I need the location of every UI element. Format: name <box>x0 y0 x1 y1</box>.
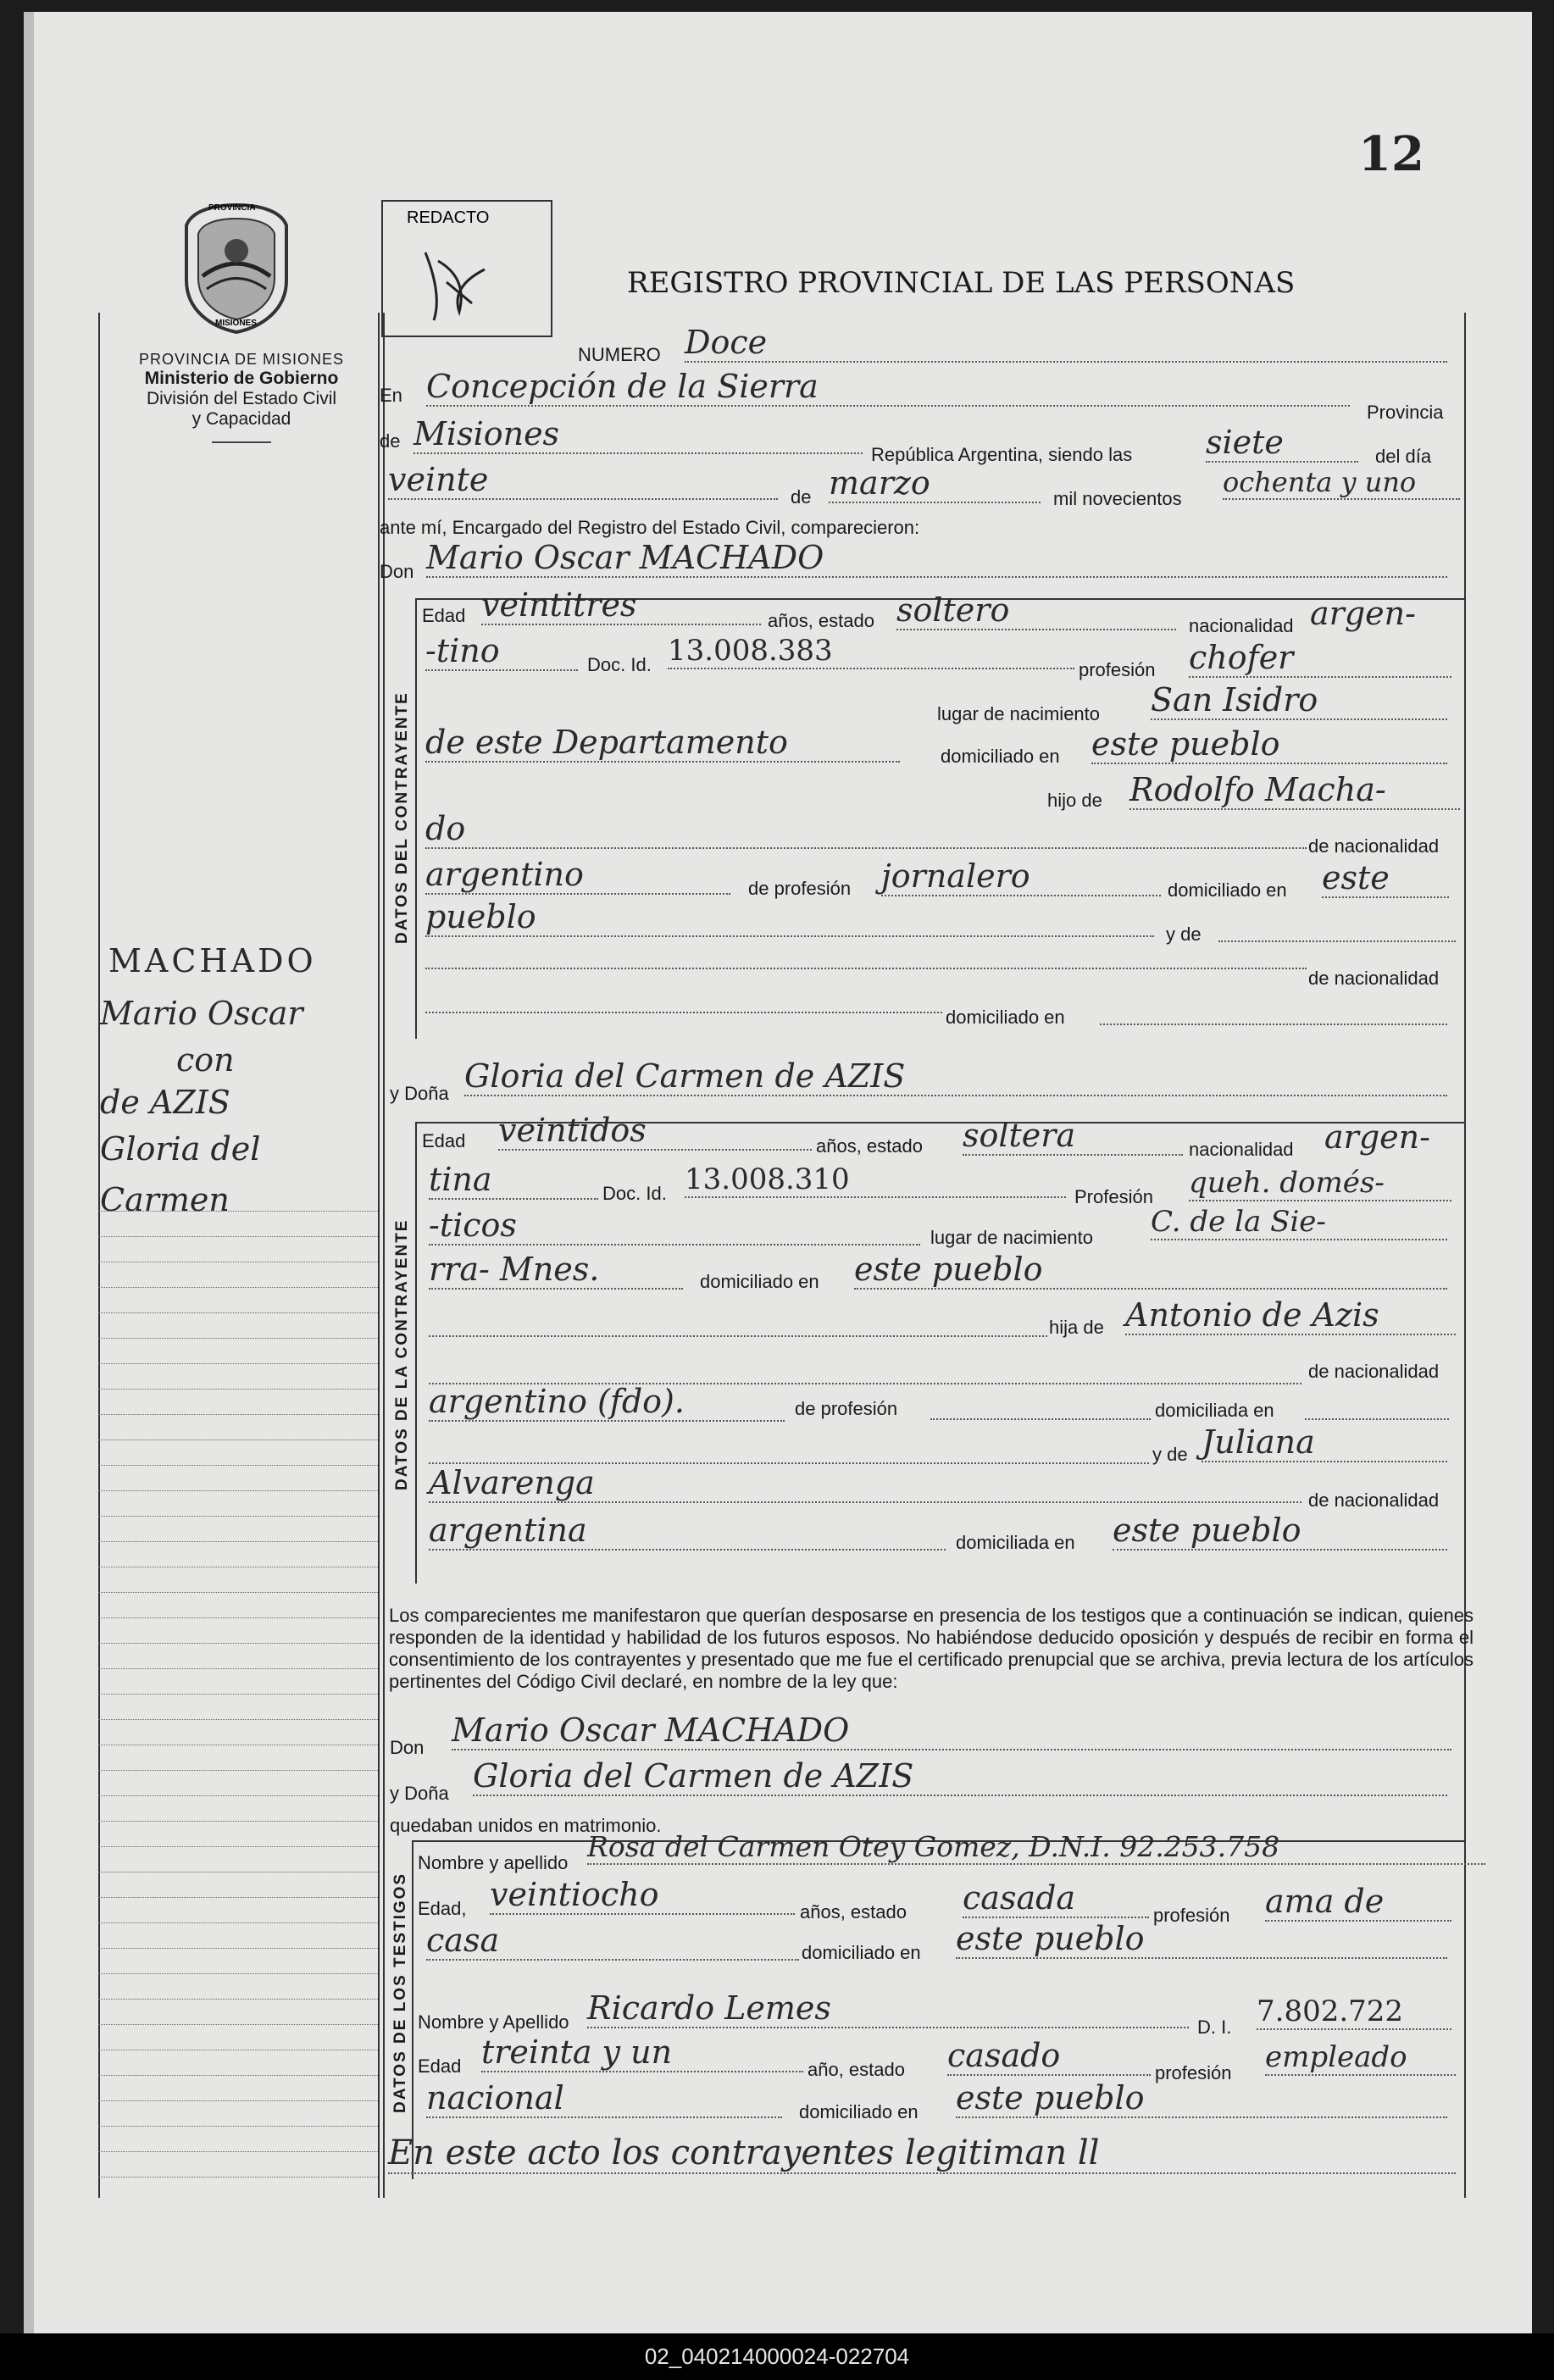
margin-ruled-line <box>98 2100 378 2101</box>
margin-ruled-line <box>98 1338 378 1339</box>
y-dona-label: y Doña <box>390 1083 449 1104</box>
numero-label: NUMERO <box>578 344 661 365</box>
bride-padre-dom-line <box>1305 1418 1449 1420</box>
groom-lugar: San Isidro <box>1151 681 1447 720</box>
seal-text-top: PROVINCIA <box>208 203 256 213</box>
bride-domicilio: este pueblo <box>854 1251 1447 1290</box>
side-label-testigos: DATOS DE LOS TESTIGOS <box>391 1872 409 2113</box>
groom-madre-dom-label: domiciliado en <box>946 1007 1065 1028</box>
margin-ruled-line <box>98 1312 378 1313</box>
margin-note-given: Mario Oscar <box>100 995 303 1032</box>
de-label: de <box>380 430 401 452</box>
groom-name: Mario Oscar MACHADO <box>426 539 1447 578</box>
w2-domicilio: este pueblo <box>956 2079 1447 2118</box>
margin-ruled-line <box>98 1770 378 1771</box>
margin-ruled-line <box>98 1973 378 1974</box>
bride-hija-label: hija de <box>1049 1317 1104 1338</box>
bride-madre-nac-label: de nacionalidad <box>1308 1490 1440 1511</box>
page-number: 12 <box>1358 126 1424 182</box>
redacto-box <box>381 200 552 337</box>
margin-note-surname: MACHADO <box>108 942 317 979</box>
groom-padre-nac: argentino <box>425 856 730 895</box>
margin-ruled-line <box>98 1922 378 1923</box>
margin-ruled-line <box>98 1617 378 1618</box>
witness-box-left <box>412 1840 413 2179</box>
w1-prof-label: profesión <box>1153 1905 1230 1926</box>
numero-value: Doce <box>685 324 1447 363</box>
groom-box-left <box>415 598 417 1039</box>
w2-prof-label: profesión <box>1155 2062 1232 2083</box>
book-binding <box>24 12 34 2333</box>
w1-anos-label: años, estado <box>800 1901 907 1922</box>
ministry-heading <box>102 351 381 443</box>
margin-ruled-line <box>98 2151 378 2152</box>
bride-padre-dom-label: domiciliada en <box>1155 1400 1274 1421</box>
margin-ruled-line <box>98 1948 378 1949</box>
w1-profesion2: casa <box>426 1922 799 1961</box>
margin-ruled-line <box>98 1846 378 1847</box>
w1-domicilio: este pueblo <box>956 1920 1447 1959</box>
bride-padre: Antonio de Azis <box>1125 1296 1456 1335</box>
margin-note-bride-given: Gloria del <box>100 1130 261 1168</box>
bride-madre2: Alvarenga <box>429 1464 1301 1503</box>
bride-nac2: tina <box>429 1161 598 1200</box>
bride-padre-nac-label: de nacionalidad <box>1308 1361 1440 1382</box>
w1-edad: veintiocho <box>490 1876 795 1915</box>
bride-profesion: queh. domés- <box>1189 1166 1451 1201</box>
del-dia-label: del día <box>1375 446 1432 467</box>
w1-dom-label: domiciliado en <box>802 1942 921 1963</box>
groom-edad-label: Edad <box>422 605 466 626</box>
margin-ruled-line <box>98 1897 378 1898</box>
w1-edad-label: Edad, <box>418 1898 467 1919</box>
groom-padre-prof: jornalero <box>881 857 1161 896</box>
side-label-contrayenta: DATOS DE LA CONTRAYENTE <box>393 1218 411 1490</box>
margin-ruled-line <box>98 1541 378 1542</box>
margin-note-bride-given2: Carmen <box>100 1181 230 1218</box>
bride-hija-line <box>429 1335 1047 1337</box>
margin-ruled-line <box>98 1719 378 1720</box>
bride-y-de-label: y de <box>1152 1444 1188 1465</box>
groom-padre-dom2: pueblo <box>425 898 1154 937</box>
bride-lugar2: rra- Mnes. <box>429 1251 683 1290</box>
w2-nombre-label: Nombre y Apellido <box>418 2011 569 2033</box>
w2-profesion2: nacional <box>426 2079 782 2118</box>
bride-lugar: C. de la Sie- <box>1151 1205 1447 1240</box>
heading-division: División del Estado Civil <box>146 389 337 408</box>
provincia-label: Provincia <box>1367 402 1444 423</box>
register-title: REGISTRO PROVINCIAL DE LAS PERSONAS <box>627 266 1296 300</box>
margin-ruled-line <box>98 2126 378 2127</box>
ante-text: ante mí, Encargado del Registro del Estado Civil, comparecieron: <box>380 517 920 538</box>
groom-padre2: do <box>425 810 1307 849</box>
decl-groom: Mario Oscar MACHADO <box>452 1711 1451 1750</box>
w1-nombre: Rosa del Carmen Otey Gomez, D.N.I. 92.253.758 <box>587 1830 1485 1865</box>
margin-ruled-line <box>98 1795 378 1796</box>
bride-madre-dom: este pueblo <box>1113 1512 1447 1551</box>
groom-nac1: argen- <box>1310 595 1416 632</box>
margin-note-con: con <box>176 1041 235 1079</box>
bride-name: Gloria del Carmen de AZIS <box>464 1057 1447 1096</box>
groom-madre-line2 <box>425 968 1307 969</box>
w2-dom-label: domiciliado en <box>799 2101 919 2122</box>
bride-doc-label: Doc. Id. <box>602 1183 667 1204</box>
groom-madre-nac-label: de nacionalidad <box>1308 968 1440 989</box>
bride-lugar-label: lugar de nacimiento <box>930 1227 1094 1248</box>
provincia-value: Misiones <box>413 415 863 454</box>
groom-nac-label: nacionalidad <box>1189 615 1294 636</box>
margin-ruled-line <box>98 1643 378 1644</box>
margin-ruled-line <box>98 2024 378 2025</box>
bride-estado: soltera <box>963 1117 1183 1156</box>
bride-prof-label: Profesión <box>1074 1186 1153 1207</box>
margin-note-bride-surname: de AZIS <box>100 1084 230 1121</box>
bride-edad-label: Edad <box>422 1130 466 1151</box>
w2-edad: treinta y un <box>481 2033 803 2072</box>
register-page <box>24 12 1532 2333</box>
w2-di: 7.802.722 <box>1257 1994 1451 2030</box>
bride-profesion2: -ticos <box>429 1207 920 1245</box>
side-label-contrayente: DATOS DEL CONTRAYENTE <box>393 691 411 944</box>
groom-doc-label: Doc. Id. <box>587 654 652 675</box>
margin-ruled-line <box>98 1414 378 1415</box>
groom-madre-dom-line <box>1100 1024 1447 1025</box>
w2-ano-label: año, estado <box>808 2059 905 2080</box>
margin-ruled-line <box>98 1694 378 1695</box>
groom-padre: Rodolfo Macha- <box>1129 771 1460 810</box>
form-frame-right <box>1464 313 1466 2198</box>
bride-anos-label: años, estado <box>816 1135 923 1157</box>
bride-box-left <box>415 1122 417 1584</box>
heading-ministry: Ministerio de Gobierno <box>144 369 339 388</box>
bride-padre-prof-line <box>930 1418 1151 1420</box>
republica-label: República Argentina, siendo las <box>871 444 1133 465</box>
hora-value: siete <box>1206 424 1358 463</box>
bride-madre-nac: argentina <box>429 1512 946 1551</box>
margin-ruled-line <box>98 1668 378 1669</box>
groom-lugar-label: lugar de nacimiento <box>937 703 1101 724</box>
dia-value: veinte <box>388 461 778 500</box>
groom-y-de-label: y de <box>1166 924 1202 945</box>
groom-profesion: chofer <box>1189 639 1451 678</box>
scan-footer-id: 02_040214000024-022704 <box>0 2333 1554 2380</box>
w1-nombre-label: Nombre y apellido <box>418 1852 569 1873</box>
decl-bride: Gloria del Carmen de AZIS <box>473 1757 1447 1796</box>
form-frame-left <box>383 313 385 2198</box>
margin-ruled-line <box>98 1821 378 1822</box>
don-label: Don <box>380 561 414 582</box>
margin-ruled-line <box>98 2075 378 2076</box>
margin-frame-right <box>378 313 380 2198</box>
margin-ruled-line <box>98 1516 378 1517</box>
groom-domicilio: este pueblo <box>1091 725 1447 764</box>
bride-padre-prof-label: de profesión <box>795 1398 898 1419</box>
seal-text-bottom: MISIONES <box>215 319 257 328</box>
margin-ruled-line <box>98 1236 378 1237</box>
margin-ruled-line <box>98 1465 378 1466</box>
bride-madre: Juliana <box>1202 1423 1447 1462</box>
redacto-signature <box>408 236 527 329</box>
w2-estado: casado <box>947 2037 1151 2076</box>
groom-nac2: -tino <box>425 632 578 671</box>
groom-anos-label: años, estado <box>768 610 874 631</box>
groom-prof-label: profesión <box>1079 659 1156 680</box>
w1-profesion: ama de <box>1265 1883 1451 1922</box>
lugar-value: Concepción de la Sierra <box>426 368 1350 407</box>
en-label: En <box>380 385 402 406</box>
w2-profesion: empleado <box>1265 2040 1456 2076</box>
w2-nombre: Ricardo Lemes <box>587 1989 1189 2028</box>
de-mes-label: de <box>791 486 812 508</box>
margin-ruled-line <box>98 1592 378 1593</box>
margin-ruled-line <box>98 1490 378 1491</box>
declaration-paragraph: Los comparecientes me manifestaron que querían desposarse en presencia de los testigos que a continuación se indican, quienes responden de la identidad y habilidad de los futuros esposos. No habiéndose deducido oposición y después de recibir en forma el consentimiento de los contrayentes y presentado que me fue el certificado prenupcial que se archiva, previa lectura de los artículos pertinentes del Código Civil declaré, en nombre de la ley que: <box>389 1605 1474 1692</box>
quedaban-text: quedaban unidos en matrimonio. <box>390 1815 662 1836</box>
groom-edad: veintitres <box>481 586 761 625</box>
bride-madre-dom-label: domiciliada en <box>956 1532 1075 1553</box>
heading-province: PROVINCIA DE MISIONES <box>138 351 345 368</box>
w2-di-label: D. I. <box>1197 2017 1232 2038</box>
groom-padre-nac-label: de nacionalidad <box>1308 835 1440 857</box>
groom-dom-label: domiciliado en <box>941 746 1060 767</box>
redacto-label: REDACTO <box>407 208 490 227</box>
margin-ruled-line <box>98 1999 378 2000</box>
margin-ruled-line <box>98 1287 378 1288</box>
bride-padre-nac: argentino (fdo). <box>429 1383 785 1422</box>
anio-value: ochenta y uno <box>1223 466 1460 500</box>
mil-label: mil novecientos <box>1053 488 1182 509</box>
margin-ruled-line <box>98 2177 378 2178</box>
groom-madre-line3 <box>425 1012 942 1013</box>
w1-estado: casada <box>963 1879 1149 1918</box>
groom-padre-prof-label: de profesión <box>748 878 852 899</box>
bottom-handwritten-line: En este acto los contrayentes legitiman ll <box>388 2133 1456 2174</box>
bride-edad: veintidos <box>498 1112 812 1151</box>
w2-edad-label: Edad <box>418 2055 462 2077</box>
mes-value: marzo <box>829 464 1041 503</box>
groom-padre-dom: este <box>1322 859 1449 898</box>
margin-frame-left <box>98 313 100 2198</box>
margin-ruled-line <box>98 1389 378 1390</box>
decl-don-label: Don <box>390 1737 425 1758</box>
margin-ruled-line <box>98 1211 378 1212</box>
heading-capacity: y Capacidad <box>191 409 291 429</box>
groom-estado: soltero <box>896 591 1176 630</box>
groom-hijo-label: hijo de <box>1047 790 1102 811</box>
bride-dom-label: domiciliado en <box>700 1271 819 1292</box>
province-seal <box>181 200 291 334</box>
bride-nac1: argen- <box>1324 1118 1430 1156</box>
margin-ruled-line <box>98 1363 378 1364</box>
bride-nac-label: nacionalidad <box>1189 1139 1294 1160</box>
groom-lugar2: de este Departamento <box>425 724 900 763</box>
heading-rule <box>212 441 271 443</box>
bride-doc: 13.008.310 <box>685 1162 1066 1198</box>
groom-madre-line <box>1218 940 1456 942</box>
groom-doc: 13.008.383 <box>668 634 1074 669</box>
groom-padre-dom-label: domiciliado en <box>1168 879 1287 901</box>
decl-dona-label: y Doña <box>390 1783 449 1804</box>
